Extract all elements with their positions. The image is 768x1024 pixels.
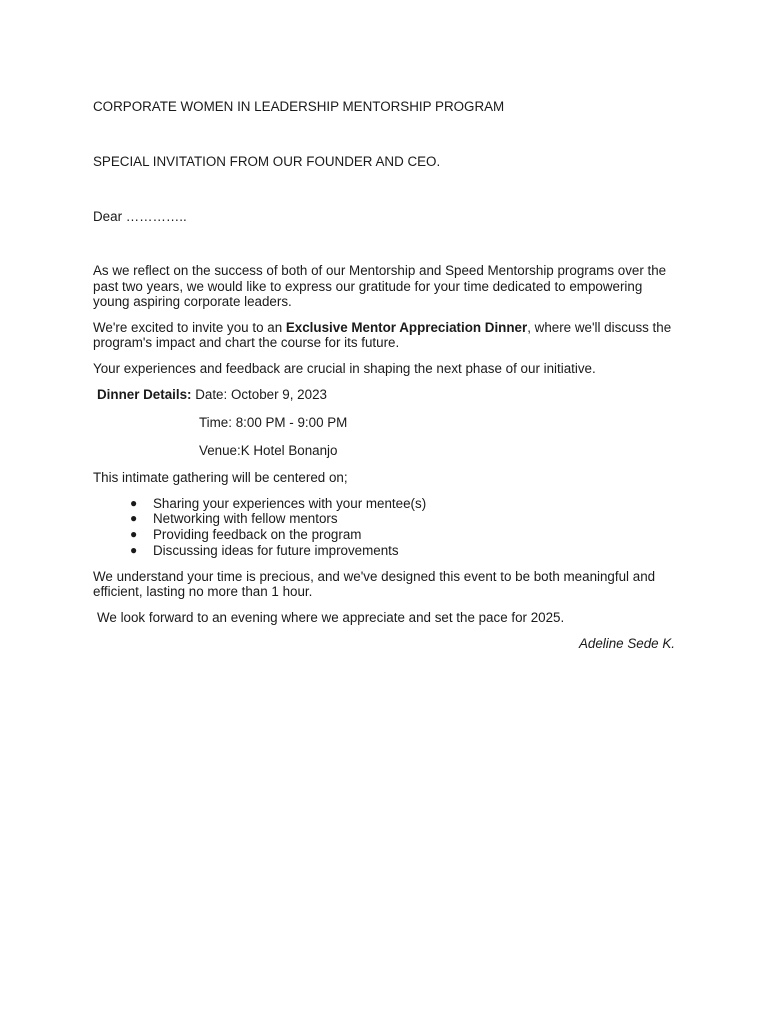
bullet-icon: ● [130, 527, 138, 542]
list-item-text: Sharing your experiences with your mentee(s) [153, 495, 427, 511]
list-item [93, 543, 675, 559]
bullet-icon: ● [130, 511, 138, 526]
list-item-text: Networking with fellow mentors [153, 511, 338, 527]
focus-intro: This intimate gathering will be centered on; [93, 470, 348, 485]
dinner-venue: Venue:K Hotel Bonanjo [199, 443, 338, 458]
signature: Adeline Sede K. [578, 636, 675, 652]
invitation-text-start: We're excited to invite you to an [93, 319, 286, 335]
list-item [93, 511, 675, 527]
invitation-paragraph [93, 320, 675, 351]
salutation: Dear ………….. [93, 209, 187, 224]
bullet-icon: ● [130, 542, 138, 557]
invitation-title: SPECIAL INVITATION FROM OUR FOUNDER AND CEO. [93, 154, 441, 169]
dinner-details-date [93, 386, 675, 403]
bullet-icon: ● [130, 495, 138, 510]
list-item [93, 527, 675, 543]
list-item-text: Providing feedback on the program [153, 527, 362, 543]
intro-paragraph: As we reflect on the success of both of our Mentorship and Speed Mentorship programs over the past two years, we would like to express our gratitude for your time dedicated to empowering young aspiring corporate leaders. [93, 263, 667, 309]
dinner-date: Date: October 9, 2023 [191, 387, 327, 402]
time-paragraph: We understand your time is precious, and we've designed this event to be both meaningful and efficient, lasting no more than 1 hour. [93, 568, 656, 600]
event-name: Exclusive Mentor Appreciation Dinner [285, 319, 528, 335]
closing-line: We look forward to an evening where we appreciate and set the pace for 2025. [97, 609, 565, 625]
dinner-time: Time: 8:00 PM - 9:00 PM [199, 415, 348, 430]
program-title: CORPORATE WOMEN IN LEADERSHIP MENTORSHIP PROGRAM [93, 99, 505, 114]
focus-list [93, 496, 675, 559]
list-item-text: Discussing ideas for future improvements [153, 542, 399, 558]
invitation-text-end: , where we'll discuss the program's impact and chart the course for its future. [93, 319, 672, 350]
dinner-details-label: Dinner Details: [97, 387, 192, 402]
feedback-paragraph: Your experiences and feedback are crucial in shaping the next phase of our initiative. [93, 360, 596, 376]
list-item [93, 496, 675, 512]
letter-page [93, 98, 675, 652]
